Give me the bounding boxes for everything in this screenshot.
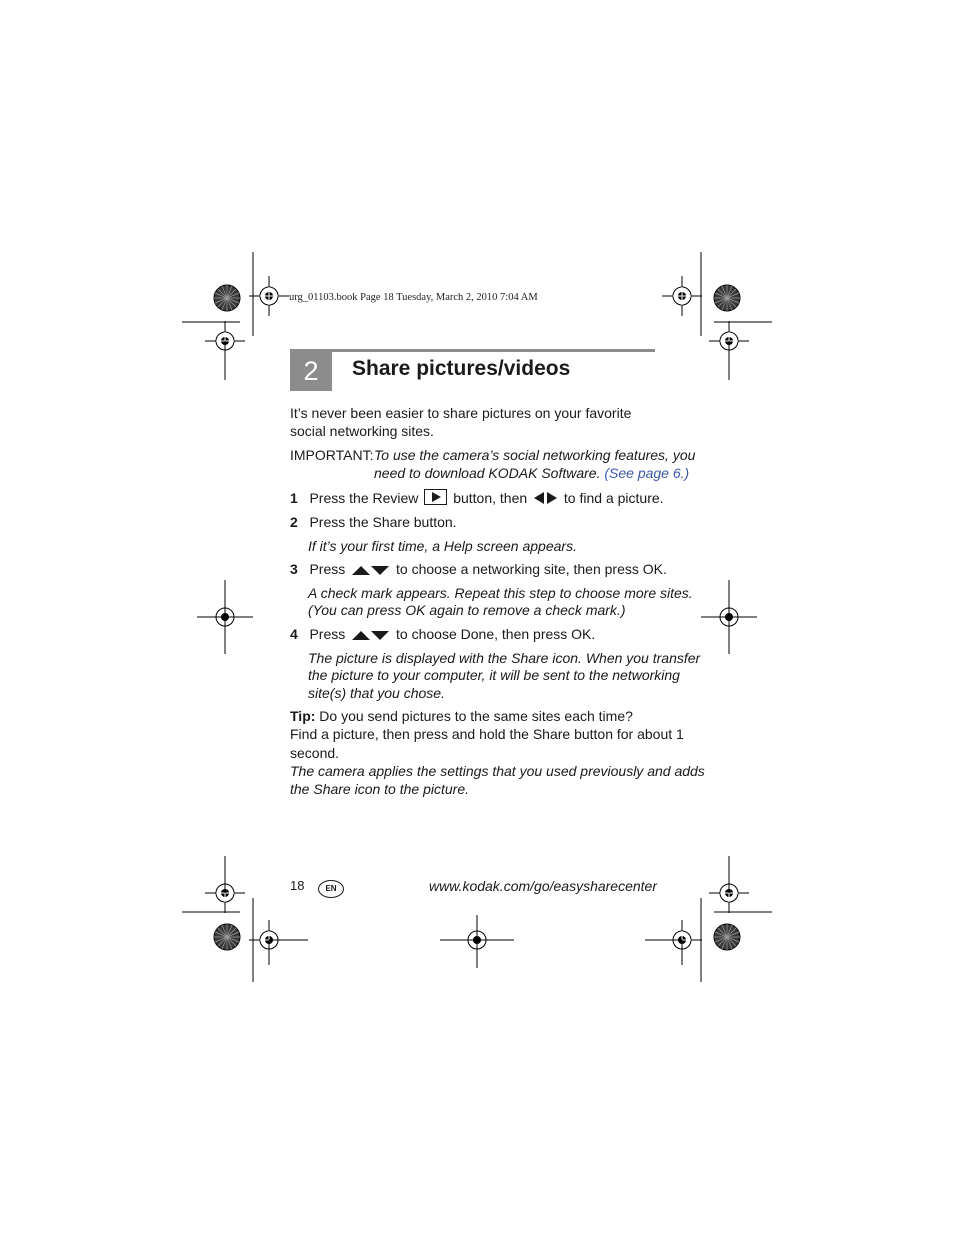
up-down-arrows-icon: [352, 626, 389, 644]
chapter-number: 2: [290, 352, 332, 391]
tip-note-line2: the Share icon to the picture.: [290, 781, 469, 797]
step-number: 3: [290, 561, 298, 577]
chapter-title: Share pictures/videos: [352, 357, 571, 380]
registration-mark: [662, 276, 702, 316]
step-3-note-line2: (You can press OK again to remove a check mark.): [308, 602, 626, 618]
step-4-note-line2: the picture to your computer, it will be sent to the networking: [308, 667, 680, 683]
step-text: Press the Review: [309, 490, 419, 506]
chapter-rule: [290, 349, 655, 352]
step-2-note: If it’s your first time, a Help screen appears.: [308, 538, 577, 554]
step-1: [290, 489, 664, 508]
page-number: 18: [290, 878, 305, 893]
step-3-note-line1: A check mark appears. Repeat this step to choose more sites.: [308, 585, 693, 601]
step-text: to choose Done, then press OK.: [396, 626, 596, 642]
registration-star-bottom-right: [714, 924, 740, 950]
tip-question: Do you send pictures to the same sites each time?: [319, 708, 633, 724]
tip-label: Tip:: [290, 708, 316, 724]
step-4-note-line3: site(s) that you chose.: [308, 685, 445, 701]
footer-url[interactable]: www.kodak.com/go/easysharecenter: [429, 878, 657, 894]
tip-note-line1: The camera applies the settings that you used previously and adds: [290, 763, 705, 779]
step-4-note-line1: The picture is displayed with the Share icon. When you transfer: [308, 650, 701, 666]
registration-star-bottom-left: [214, 924, 240, 950]
step-text: Press: [309, 561, 346, 577]
step-3: [290, 560, 667, 579]
step-number: 2: [290, 514, 298, 530]
step-number: 4: [290, 626, 298, 642]
important-text-line1: To use the camera’s social networking features, you: [374, 447, 696, 463]
language-badge: EN: [318, 880, 344, 898]
registration-star-top-left: [214, 285, 240, 311]
review-button-icon: [424, 489, 447, 505]
registration-mark: [249, 276, 289, 316]
registration-star-top-right: [714, 285, 740, 311]
tip: [290, 707, 633, 725]
see-page-link[interactable]: (See page 6.): [604, 465, 690, 481]
step-number: 1: [290, 490, 298, 506]
step-text: to find a picture.: [563, 490, 664, 506]
important-label: IMPORTANT:: [290, 447, 374, 463]
tip-body-line1: Find a picture, then press and hold the Share button for about 1: [290, 726, 684, 742]
left-right-arrows-icon: [534, 490, 557, 508]
step-text: Press the Share button.: [309, 514, 457, 530]
intro-paragraph: It’s never been easier to share pictures on your favorite social networking sites.: [290, 405, 632, 439]
print-header: urg_01103.book Page 18 Tuesday, March 2, 2010 7:04 AM: [289, 292, 538, 303]
important-text-line2: [374, 464, 689, 482]
step-text: button, then: [453, 490, 528, 506]
step-4: [290, 625, 595, 644]
step-text: to choose a networking site, then press OK.: [396, 561, 667, 577]
step-2: [290, 513, 457, 531]
up-down-arrows-icon: [352, 561, 389, 579]
important-text: need to download KODAK Software.: [374, 465, 605, 481]
step-text: Press: [309, 626, 346, 642]
tip-body-line2: second.: [290, 745, 340, 761]
